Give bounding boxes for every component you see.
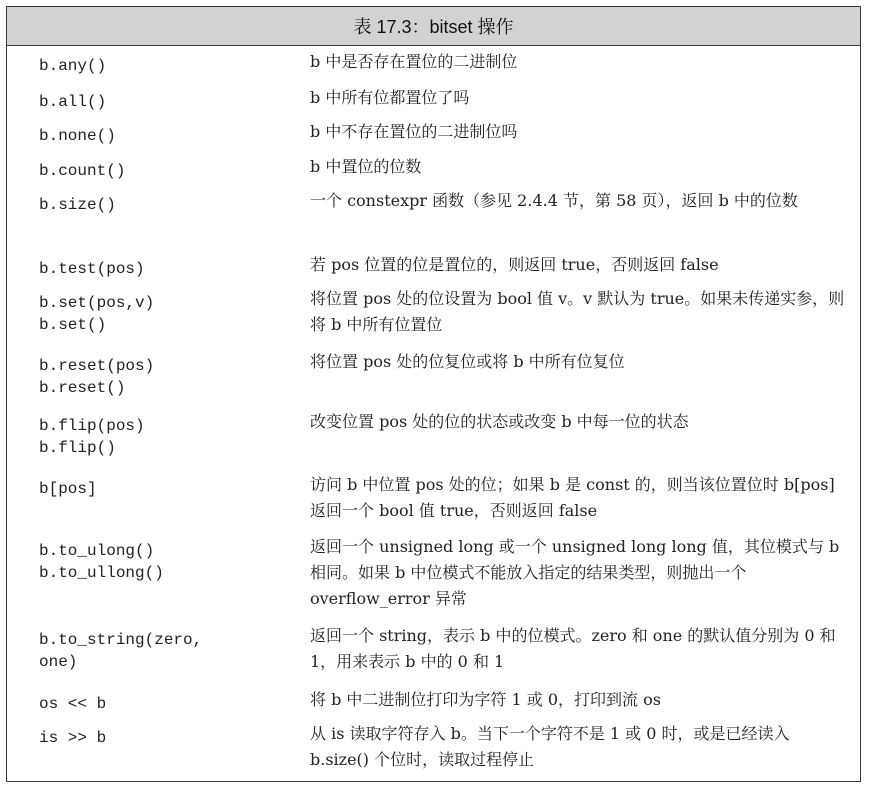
description-cell: 将位置 pos 处的位设置为 bool 值 v。v 默认为 true。如果未传递实参，则将 b 中所有位置位: [310, 289, 845, 334]
description-cell: 返回一个 unsigned long 或一个 unsigned long long 值，其位模式与 b 相同。如果 b 中位模式不能放入指定的结果类型，则抛出一个 overflow_error 异常: [310, 537, 840, 608]
table-row: [7, 248, 860, 282]
operation-cell: [7, 468, 279, 500]
operation-code: b.none(): [39, 127, 116, 145]
bitset-table: [6, 6, 861, 782]
operation-cell: [7, 45, 279, 77]
operation-code: b.to_string(zero,: [39, 631, 203, 649]
operation-code: is >> b: [39, 729, 107, 747]
table-row: [7, 345, 860, 405]
description-cell: 改变位置 pos 处的位的状态或改变 b 中每一位的状态: [310, 412, 689, 431]
table-title: 表 17.3：bitset 操作: [7, 7, 860, 46]
operation-code: b[pos]: [39, 480, 97, 498]
operation-cell: [7, 81, 279, 113]
operation-cell: [7, 530, 279, 584]
description-cell: 将 b 中二进制位打印为字符 1 或 0，打印到流 os: [310, 690, 661, 709]
description-cell: b 中所有位都置位了吗: [310, 88, 470, 107]
description-cell: b 中不存在置位的二进制位吗: [310, 122, 518, 141]
operation-code: b.flip(): [39, 439, 116, 457]
table-row: [7, 619, 860, 683]
operation-code: b.reset(pos): [39, 357, 155, 375]
table-row: [7, 405, 860, 468]
operation-cell: [7, 717, 279, 749]
operation-code: b.to_ullong(): [39, 564, 164, 582]
operation-code: b.test(pos): [39, 260, 145, 278]
operation-code: os << b: [39, 695, 107, 713]
description-cell: 若 pos 位置的位是置位的，则返回 true，否则返回 false: [310, 255, 719, 274]
description-cell: 从 is 读取字符存入 b。当下一个字符不是 1 或 0 时，或是已经读入 b.size() 个位时，读取过程停止: [310, 724, 790, 769]
table-row: [7, 717, 860, 777]
table-row: [7, 115, 860, 150]
operation-code: b.to_ulong(): [39, 542, 155, 560]
operation-cell: [7, 619, 279, 673]
operation-code: b.set(pos,v): [39, 294, 155, 312]
operation-cell: [7, 115, 279, 147]
table-row: [7, 468, 860, 530]
operation-cell: [7, 184, 279, 216]
operation-cell: [7, 683, 279, 715]
description-cell: 将位置 pos 处的位复位或将 b 中所有位复位: [310, 352, 625, 371]
operation-code: b.count(): [39, 162, 126, 180]
description-cell: b 中置位的位数: [310, 157, 422, 176]
table-row: [7, 81, 860, 115]
operation-cell: [7, 282, 279, 336]
table-row: [7, 530, 860, 619]
table-row: [7, 282, 860, 345]
operation-cell: [7, 150, 279, 182]
operation-cell: [7, 345, 279, 399]
operation-code: b.reset(): [39, 379, 126, 397]
operation-code: one): [39, 653, 78, 671]
operation-code: b.set(): [39, 316, 107, 334]
operation-code: b.all(): [39, 93, 107, 111]
table-row: [7, 45, 860, 81]
operation-cell: [7, 248, 279, 280]
description-cell: b 中是否存在置位的二进制位: [310, 52, 518, 71]
operation-code: b.any(): [39, 57, 107, 75]
table-row: [7, 184, 860, 248]
operation-code: b.size(): [39, 196, 116, 214]
operation-code: b.flip(pos): [39, 417, 145, 435]
description-cell: 一个 constexpr 函数（参见 2.4.4 节，第 58 页），返回 b 中的位数: [310, 191, 798, 210]
description-cell: 返回一个 string，表示 b 中的位模式。zero 和 one 的默认值分别为 0 和 1，用来表示 b 中的 0 和 1: [310, 626, 836, 671]
description-cell: 访问 b 中位置 pos 处的位；如果 b 是 const 的，则当该位置位时 b[pos] 返回一个 bool 值 true，否则返回 false: [310, 475, 835, 520]
table-row: [7, 150, 860, 184]
table-row: [7, 683, 860, 717]
operation-cell: [7, 405, 279, 459]
